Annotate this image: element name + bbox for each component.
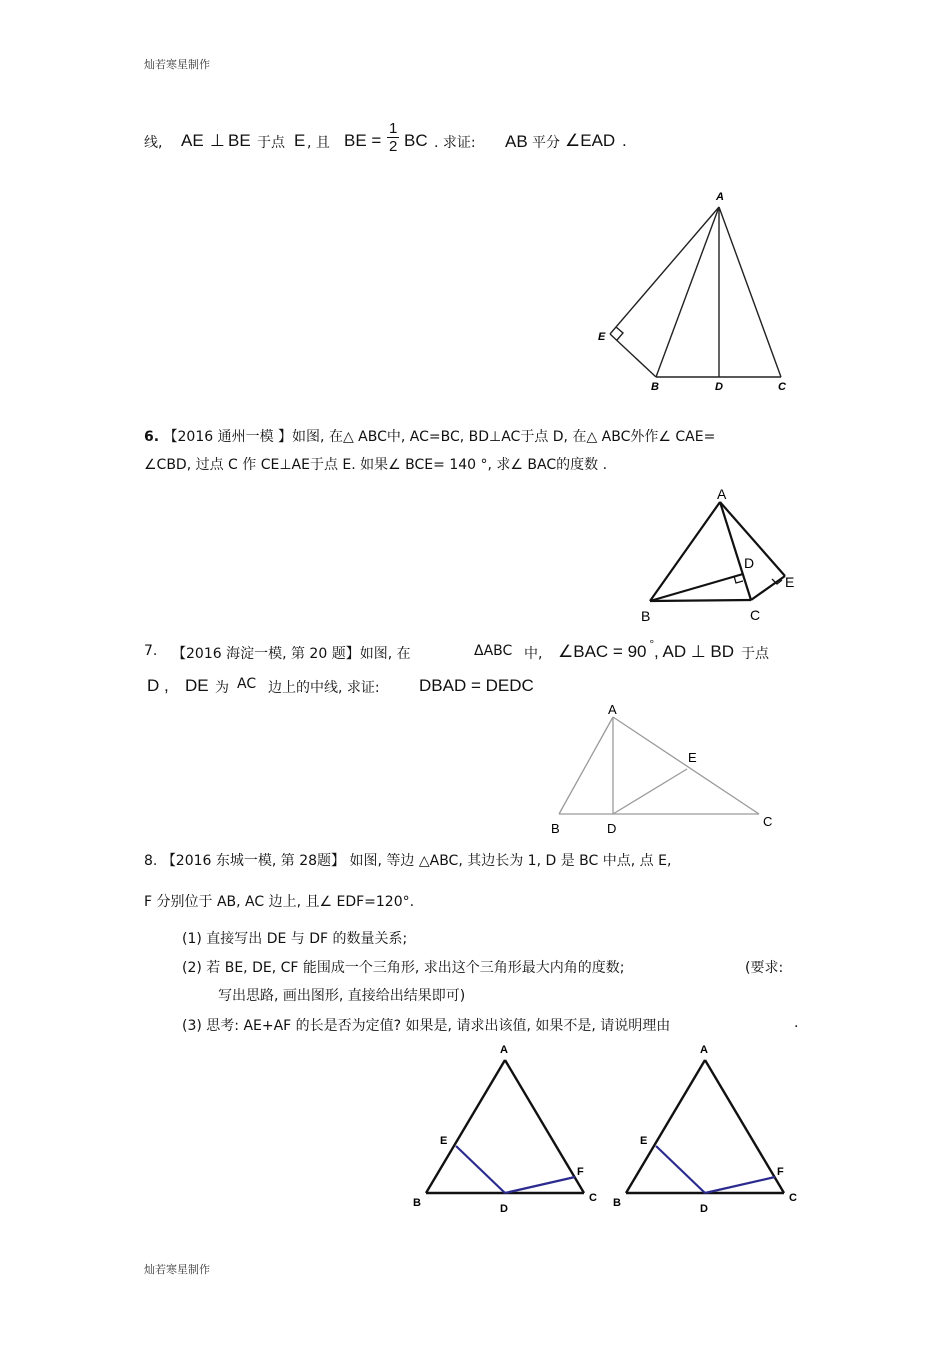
q5-label-b: B [651,381,659,393]
q8-sub3: (3) 思考: AE+AF 的长是否为定值? 如果是, 请求出该值, 如果不是, 请说明理由 [182,1018,671,1034]
q6-line1 [144,426,715,446]
q8-sub2-detail: 写出思路, 画出图形, 直接给出结果即可) [218,988,466,1004]
q6-number: 6. [144,429,160,445]
q6-label-a: A [717,486,727,502]
q5-label-a: A [716,191,724,203]
q8-figure-left [405,1038,605,1218]
q7-line1 [144,638,804,664]
q8-sub2-note: (要求: [745,960,784,976]
q5-math: E [294,131,306,150]
q7-label-d: D [607,821,617,836]
q8-sub3-end: . [794,1015,799,1031]
q5-math: . [622,131,627,150]
q5-math: AE [181,131,204,150]
q5-label-c: C [778,381,786,393]
q7-math: DBAD = DEDC [419,676,534,695]
q8a-label-a: A [500,1044,508,1056]
fraction-denominator: 2 [389,138,398,155]
q7-number: 7. [144,643,158,659]
q7-math: D [147,676,160,695]
q7-label-e: E [688,750,697,765]
q7-text: 中, [524,646,543,662]
q8-text: 【2016 东城一模, 第 28题】 如图, 等边 △ABC, 其边长为 1, D 是 BC 中点, 点 E, [161,853,672,869]
q6-label-d: D [744,555,755,571]
q5-text: . 求证: [434,135,476,151]
q7-figure [545,700,785,840]
q5-math: BC [404,131,428,150]
q8a-label-d: D [500,1203,508,1215]
q6-figure [630,484,810,629]
q8b-label-a: A [700,1044,708,1056]
q7-text: 【2016 海淀一模, 第 20 题】如图, 在 [172,646,411,662]
q7-label-a: A [608,702,617,717]
q6-text: 【2016 通州一模 】如图, 在△ ABC中, AC=BC, BD⊥AC于点 D, 在△ ABC外作∠ CAE= [163,429,716,445]
q7-degree: ° [649,638,655,651]
q8-number: 8. [144,853,158,869]
q7-label-c: C [763,814,773,829]
q5-text: , 且 [307,135,330,151]
q5-text: 线, [144,135,163,151]
q8-line2: F 分别位于 AB, AC 边上, 且∠ EDF=120°. [144,894,415,910]
q7-label-b: B [551,821,560,836]
q5-math: BE = [344,131,382,150]
q5-label-e: E [598,331,606,343]
footer-maker: 灿若寒星制作 [144,1263,210,1276]
q7-text: 边上的中线, 求证: [268,680,380,696]
header-maker: 灿若寒星制作 [144,58,210,71]
q7-math: AC [237,676,257,692]
q5-fraction [387,120,399,155]
q8b-label-c: C [789,1192,797,1204]
q7-text: 于点 [741,646,769,662]
q5-figure [590,185,800,400]
q8b-label-f: F [777,1166,784,1178]
q7-math: , AD ⊥ BD [654,642,734,661]
q8-figure-right [605,1038,805,1218]
q5-math: ∠EAD [565,131,616,150]
q8b-label-b: B [613,1197,621,1209]
q7-math: DE [185,676,209,695]
q6-label-e: E [785,574,795,590]
q5-text: 于点 [257,135,285,151]
q5-label-d: D [715,381,723,393]
q7-math: ∠BAC = 90 [558,642,647,661]
q8b-label-d: D [700,1203,708,1215]
q5-math: BE [228,131,251,150]
q8a-label-b: B [413,1197,421,1209]
q5-text: 平分 [532,135,560,151]
q8a-label-c: C [589,1192,597,1204]
q6-label-b: B [641,608,651,624]
q8b-label-e: E [640,1135,648,1147]
fraction-numerator: 1 [389,120,398,137]
q5-math: ⊥ [210,131,225,150]
q7-math: ΔABC [474,643,513,659]
q6-line2: ∠CBD, 过点 C 作 CE⊥AE于点 E. 如果∠ BCE= 140 °, 求∠ BAC的度数 . [144,457,608,473]
q5-math: AB [505,132,528,151]
q8a-label-f: F [577,1166,584,1178]
q8-line1 [144,850,671,870]
q7-line2 [144,672,564,698]
q8-sub1: (1) 直接写出 DE 与 DF 的数量关系; [182,931,408,947]
q8-sub2: (2) 若 BE, DE, CF 能围成一个三角形, 求出这个三角形最大内角的度数; [182,960,625,976]
q7-text: 为 [215,680,229,696]
q8a-label-e: E [440,1135,448,1147]
q6-label-c: C [750,607,761,623]
q7-math: , [164,676,169,695]
